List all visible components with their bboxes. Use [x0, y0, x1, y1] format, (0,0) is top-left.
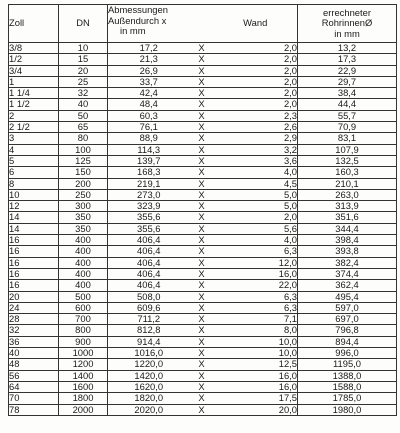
table-row — [9, 155, 397, 166]
cell-inner-diameter: 38,4 — [298, 88, 397, 99]
cell-zoll: 1 1/4 — [9, 88, 59, 99]
cell-outer-diameter: 406,4 — [108, 268, 190, 279]
table-row — [9, 280, 397, 291]
cell-dn: 350 — [59, 212, 108, 223]
cell-separator: X — [190, 65, 214, 76]
table-row — [9, 212, 397, 223]
cell-dn: 200 — [59, 178, 108, 189]
cell-separator: X — [190, 122, 214, 133]
table-row — [9, 54, 397, 65]
cell-zoll: 48 — [9, 359, 59, 370]
cell-inner-diameter: 894,4 — [298, 336, 397, 347]
cell-outer-diameter: 406,4 — [108, 246, 190, 257]
cell-wall: 17,5 — [214, 393, 298, 404]
cell-zoll: 3/8 — [9, 43, 59, 54]
cell-zoll: 3/4 — [9, 65, 59, 76]
cell-dn: 32 — [59, 88, 108, 99]
pipe-dimensions-table — [8, 4, 397, 416]
table-row — [9, 65, 397, 76]
cell-separator: X — [190, 302, 214, 313]
table-row — [9, 246, 397, 257]
cell-inner-diameter: 796,8 — [298, 325, 397, 336]
cell-outer-diameter: 168,3 — [108, 167, 190, 178]
cell-inner-diameter: 160,3 — [298, 167, 397, 178]
table-row — [9, 393, 397, 404]
cell-wall: 10,0 — [214, 348, 298, 359]
cell-dn: 20 — [59, 65, 108, 76]
cell-zoll: 16 — [9, 246, 59, 257]
cell-outer-diameter: 355,6 — [108, 223, 190, 234]
cell-wall: 2,0 — [214, 65, 298, 76]
header-inner-line2: RohrinnenØ — [321, 17, 373, 29]
cell-zoll: 16 — [9, 268, 59, 279]
cell-separator: X — [190, 212, 214, 223]
cell-zoll: 14 — [9, 212, 59, 223]
cell-wall: 2,0 — [214, 99, 298, 110]
cell-dn: 350 — [59, 223, 108, 234]
cell-outer-diameter: 1016,0 — [108, 348, 190, 359]
cell-outer-diameter: 26,9 — [108, 65, 190, 76]
cell-zoll: 12 — [9, 201, 59, 212]
cell-outer-diameter: 2020,0 — [108, 404, 190, 415]
cell-inner-diameter: 374,4 — [298, 268, 397, 279]
table-row — [9, 381, 397, 392]
cell-outer-diameter: 219,1 — [108, 178, 190, 189]
cell-inner-diameter: 382,4 — [298, 257, 397, 268]
cell-inner-diameter: 597,0 — [298, 302, 397, 313]
cell-outer-diameter: 76,1 — [108, 122, 190, 133]
cell-wall: 16,0 — [214, 370, 298, 381]
table-row — [9, 88, 397, 99]
table-row — [9, 370, 397, 381]
table-row — [9, 189, 397, 200]
table-body — [9, 43, 397, 416]
cell-outer-diameter: 406,4 — [108, 235, 190, 246]
cell-outer-diameter: 139,7 — [108, 155, 190, 166]
cell-outer-diameter: 48,4 — [108, 99, 190, 110]
table-row — [9, 223, 397, 234]
cell-zoll: 16 — [9, 280, 59, 291]
table-row — [9, 291, 397, 302]
cell-dn: 1200 — [59, 359, 108, 370]
cell-outer-diameter: 508,0 — [108, 291, 190, 302]
cell-zoll: 1 1/2 — [9, 99, 59, 110]
cell-inner-diameter: 996,0 — [298, 348, 397, 359]
cell-wall: 2,3 — [214, 110, 298, 121]
cell-wall: 20,0 — [214, 404, 298, 415]
cell-separator: X — [190, 291, 214, 302]
cell-zoll: 20 — [9, 291, 59, 302]
cell-wall: 5,6 — [214, 223, 298, 234]
cell-separator: X — [190, 201, 214, 212]
header-inner-line1: errechneter — [323, 6, 371, 18]
header-dimensions-line1: Abmessungen — [108, 4, 168, 15]
cell-zoll: 36 — [9, 336, 59, 347]
cell-dn: 1000 — [59, 348, 108, 359]
cell-dn: 25 — [59, 76, 108, 87]
header-wall: Wand — [214, 5, 298, 43]
cell-outer-diameter: 323,9 — [108, 201, 190, 212]
cell-zoll: 16 — [9, 235, 59, 246]
header-dn-label: DN — [76, 17, 90, 29]
cell-inner-diameter: 29,7 — [298, 76, 397, 87]
header-inner-line3: in mm — [334, 27, 360, 39]
table-row — [9, 359, 397, 370]
table-row — [9, 268, 397, 279]
cell-wall: 2,0 — [214, 212, 298, 223]
cell-wall: 12,0 — [214, 257, 298, 268]
cell-inner-diameter: 393,8 — [298, 246, 397, 257]
cell-outer-diameter: 21,3 — [108, 54, 190, 65]
cell-outer-diameter: 406,4 — [108, 280, 190, 291]
cell-wall: 3,6 — [214, 155, 298, 166]
cell-wall: 5,0 — [214, 189, 298, 200]
cell-outer-diameter: 1420,0 — [108, 370, 190, 381]
table-row — [9, 99, 397, 110]
cell-separator: X — [190, 155, 214, 166]
cell-dn: 15 — [59, 54, 108, 65]
cell-inner-diameter: 313,9 — [298, 201, 397, 212]
cell-inner-diameter: 83,1 — [298, 133, 397, 144]
cell-inner-diameter: 697,0 — [298, 314, 397, 325]
cell-dn: 150 — [59, 167, 108, 178]
cell-dn: 50 — [59, 110, 108, 121]
cell-wall: 22,0 — [214, 280, 298, 291]
table-row — [9, 314, 397, 325]
cell-wall: 2,9 — [214, 133, 298, 144]
cell-zoll: 16 — [9, 257, 59, 268]
cell-zoll: 24 — [9, 302, 59, 313]
cell-dn: 400 — [59, 235, 108, 246]
cell-separator: X — [190, 144, 214, 155]
table-header — [9, 5, 397, 43]
cell-dn: 1800 — [59, 393, 108, 404]
cell-separator: X — [190, 280, 214, 291]
cell-inner-diameter: 22,9 — [298, 65, 397, 76]
table-row — [9, 133, 397, 144]
cell-dn: 250 — [59, 189, 108, 200]
cell-outer-diameter: 355,6 — [108, 212, 190, 223]
cell-zoll: 14 — [9, 223, 59, 234]
cell-dn: 2000 — [59, 404, 108, 415]
cell-dn: 500 — [59, 291, 108, 302]
cell-dn: 700 — [59, 314, 108, 325]
table-row — [9, 178, 397, 189]
cell-wall: 8,0 — [214, 325, 298, 336]
cell-wall: 2,6 — [214, 122, 298, 133]
cell-separator: X — [190, 99, 214, 110]
cell-separator: X — [190, 348, 214, 359]
table-row — [9, 348, 397, 359]
table-row — [9, 302, 397, 313]
cell-wall: 3,2 — [214, 144, 298, 155]
cell-zoll: 2 1/2 — [9, 122, 59, 133]
header-separator-spacer — [190, 5, 214, 43]
cell-outer-diameter: 812,8 — [108, 325, 190, 336]
cell-outer-diameter: 273,0 — [108, 189, 190, 200]
table-row — [9, 325, 397, 336]
table-row — [9, 201, 397, 212]
cell-inner-diameter: 70,9 — [298, 122, 397, 133]
cell-inner-diameter: 107,9 — [298, 144, 397, 155]
cell-dn: 100 — [59, 144, 108, 155]
cell-zoll: 1/2 — [9, 54, 59, 65]
cell-wall: 10,0 — [214, 336, 298, 347]
cell-dn: 400 — [59, 246, 108, 257]
cell-dn: 125 — [59, 155, 108, 166]
cell-outer-diameter: 33,7 — [108, 76, 190, 87]
header-dimensions-line2: Außendurch x — [108, 14, 167, 26]
cell-dn: 300 — [59, 201, 108, 212]
cell-outer-diameter: 711,2 — [108, 314, 190, 325]
table-row — [9, 43, 397, 54]
cell-separator: X — [190, 257, 214, 268]
cell-separator: X — [190, 359, 214, 370]
cell-inner-diameter: 17,3 — [298, 54, 397, 65]
cell-separator: X — [190, 133, 214, 144]
cell-separator: X — [190, 325, 214, 336]
table-row — [9, 167, 397, 178]
cell-dn: 900 — [59, 336, 108, 347]
cell-separator: X — [190, 393, 214, 404]
table-row — [9, 76, 397, 87]
cell-dn: 800 — [59, 325, 108, 336]
cell-zoll: 70 — [9, 393, 59, 404]
cell-zoll: 56 — [9, 370, 59, 381]
cell-wall: 4,0 — [214, 167, 298, 178]
header-dimensions — [108, 5, 190, 43]
table-row — [9, 404, 397, 415]
table-row — [9, 336, 397, 347]
cell-separator: X — [190, 235, 214, 246]
cell-dn: 1600 — [59, 381, 108, 392]
cell-wall: 2,0 — [214, 54, 298, 65]
cell-zoll: 3 — [9, 133, 59, 144]
cell-outer-diameter: 17,2 — [108, 43, 190, 54]
cell-dn: 10 — [59, 43, 108, 54]
cell-inner-diameter: 263,0 — [298, 189, 397, 200]
cell-separator: X — [190, 336, 214, 347]
cell-inner-diameter: 132,5 — [298, 155, 397, 166]
cell-separator: X — [190, 178, 214, 189]
cell-dn: 80 — [59, 133, 108, 144]
cell-inner-diameter: 362,4 — [298, 280, 397, 291]
header-dimensions-line3: in mm — [120, 25, 146, 36]
cell-separator: X — [190, 314, 214, 325]
cell-outer-diameter: 114,3 — [108, 144, 190, 155]
cell-zoll: 28 — [9, 314, 59, 325]
cell-wall: 2,0 — [214, 76, 298, 87]
cell-outer-diameter: 609,6 — [108, 302, 190, 313]
cell-inner-diameter: 13,2 — [298, 43, 397, 54]
cell-separator: X — [190, 110, 214, 121]
cell-separator: X — [190, 268, 214, 279]
cell-separator: X — [190, 167, 214, 178]
cell-dn: 400 — [59, 268, 108, 279]
cell-wall: 4,0 — [214, 235, 298, 246]
cell-inner-diameter: 1195,0 — [298, 359, 397, 370]
cell-dn: 65 — [59, 122, 108, 133]
cell-dn: 400 — [59, 257, 108, 268]
cell-dn: 600 — [59, 302, 108, 313]
table-row — [9, 110, 397, 121]
cell-wall: 5,0 — [214, 201, 298, 212]
cell-separator: X — [190, 54, 214, 65]
cell-zoll: 5 — [9, 155, 59, 166]
cell-separator: X — [190, 43, 214, 54]
cell-outer-diameter: 1820,0 — [108, 393, 190, 404]
cell-outer-diameter: 1220,0 — [108, 359, 190, 370]
cell-separator: X — [190, 76, 214, 87]
cell-zoll: 78 — [9, 404, 59, 415]
cell-wall: 16,0 — [214, 268, 298, 279]
cell-outer-diameter: 914,4 — [108, 336, 190, 347]
cell-wall: 6,3 — [214, 246, 298, 257]
cell-wall: 6,3 — [214, 302, 298, 313]
cell-separator: X — [190, 88, 214, 99]
cell-outer-diameter: 406,4 — [108, 257, 190, 268]
cell-outer-diameter: 42,4 — [108, 88, 190, 99]
cell-zoll: 40 — [9, 348, 59, 359]
cell-wall: 2,0 — [214, 43, 298, 54]
cell-zoll: 32 — [9, 325, 59, 336]
cell-wall: 2,0 — [214, 88, 298, 99]
cell-inner-diameter: 344,4 — [298, 223, 397, 234]
cell-inner-diameter: 210,1 — [298, 178, 397, 189]
cell-inner-diameter: 1588,0 — [298, 381, 397, 392]
cell-outer-diameter: 60,3 — [108, 110, 190, 121]
cell-zoll: 4 — [9, 144, 59, 155]
cell-inner-diameter: 44,4 — [298, 99, 397, 110]
header-zoll: Zoll — [9, 5, 59, 43]
cell-dn: 40 — [59, 99, 108, 110]
cell-inner-diameter: 398,4 — [298, 235, 397, 246]
cell-zoll: 10 — [9, 189, 59, 200]
cell-dn: 1400 — [59, 370, 108, 381]
cell-zoll: 64 — [9, 381, 59, 392]
cell-separator: X — [190, 370, 214, 381]
cell-separator: X — [190, 189, 214, 200]
cell-wall: 12,5 — [214, 359, 298, 370]
cell-inner-diameter: 1980,0 — [298, 404, 397, 415]
cell-inner-diameter: 1388,0 — [298, 370, 397, 381]
header-inner-diameter — [298, 5, 397, 43]
cell-separator: X — [190, 246, 214, 257]
cell-inner-diameter: 55,7 — [298, 110, 397, 121]
cell-outer-diameter: 88,9 — [108, 133, 190, 144]
cell-zoll: 2 — [9, 110, 59, 121]
cell-inner-diameter: 1785,0 — [298, 393, 397, 404]
cell-separator: X — [190, 404, 214, 415]
cell-inner-diameter: 495,4 — [298, 291, 397, 302]
cell-zoll: 6 — [9, 167, 59, 178]
cell-separator: X — [190, 381, 214, 392]
cell-wall: 6,3 — [214, 291, 298, 302]
cell-inner-diameter: 351,6 — [298, 212, 397, 223]
cell-dn: 400 — [59, 280, 108, 291]
table-row — [9, 235, 397, 246]
cell-outer-diameter: 1620,0 — [108, 381, 190, 392]
cell-wall: 7,1 — [214, 314, 298, 325]
cell-separator: X — [190, 223, 214, 234]
cell-wall: 4,5 — [214, 178, 298, 189]
table-row — [9, 144, 397, 155]
cell-zoll: 8 — [9, 178, 59, 189]
header-dn — [59, 5, 108, 43]
table-row — [9, 122, 397, 133]
cell-zoll: 1 — [9, 76, 59, 87]
cell-wall: 16,0 — [214, 381, 298, 392]
table-row — [9, 257, 397, 268]
